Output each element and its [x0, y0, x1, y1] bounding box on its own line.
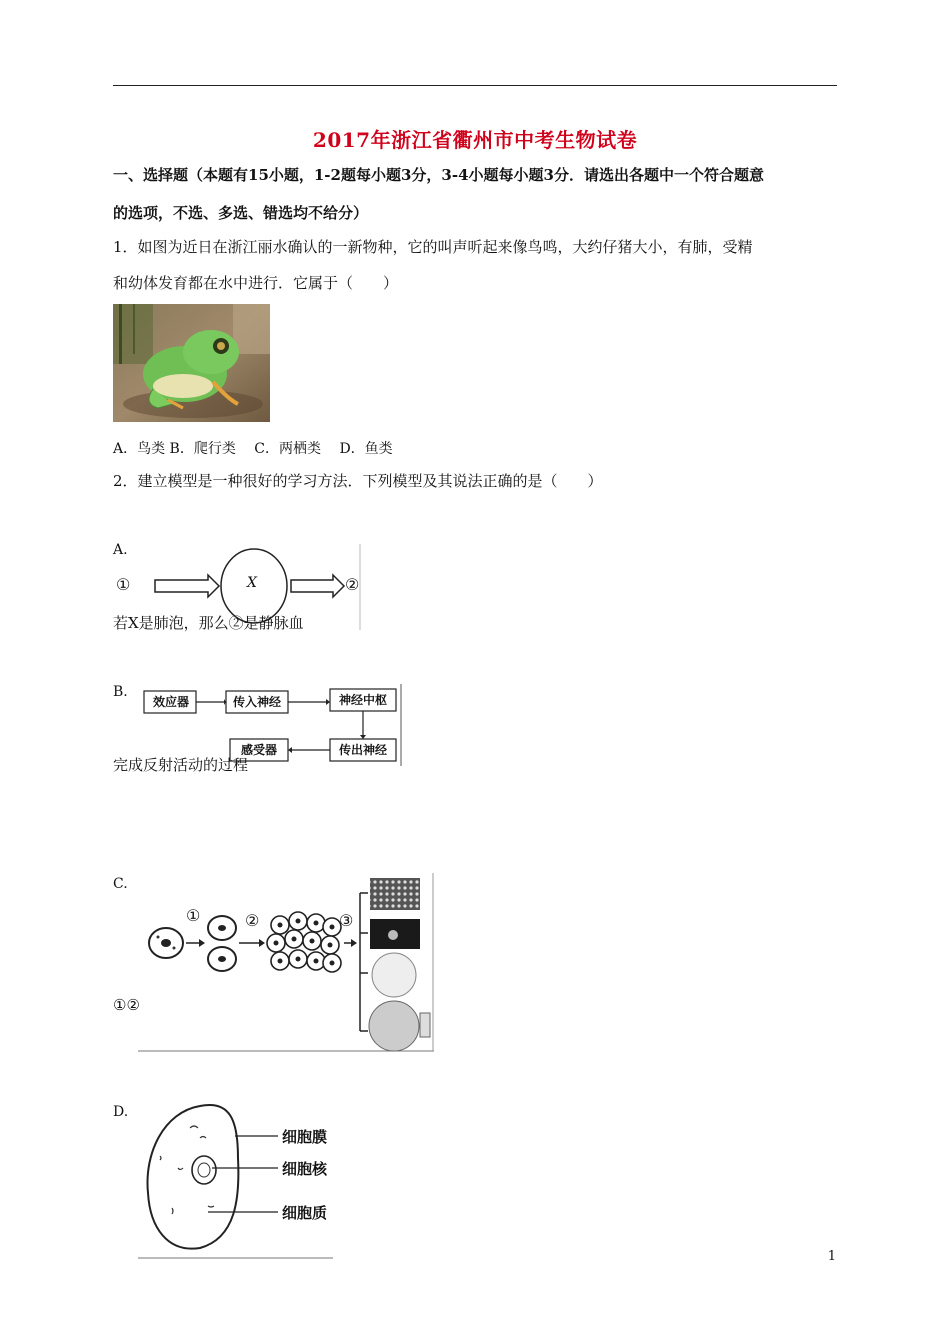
b-box-receptor: 感受器	[240, 743, 277, 757]
page-number: 1	[827, 1249, 836, 1264]
q1-options: A．鸟类 B．爬行类 C．两栖类 D．鱼类	[113, 441, 393, 457]
q1-stem-line2: 和幼体发育都在水中进行．它属于（ ）	[113, 274, 399, 292]
b-box-efferent: 传出神经	[338, 743, 387, 757]
section-heading-line1: 一、选择题（本题有15小题，1-2题每小题3分，3-4小题每小题3分．请选出各题中一个符合题意	[113, 166, 764, 184]
header-rule	[113, 85, 837, 86]
a-input-marker: ①	[116, 575, 131, 594]
d-label-membrane: 细胞膜	[282, 1128, 328, 1146]
a-center-x: X	[247, 575, 257, 591]
q2-option-a-label: A.	[113, 542, 128, 558]
b-box-effector: 效应器	[152, 695, 189, 709]
q1-stem-line1: 1．如图为近日在浙江丽水确认的一新物种，它的叫声听起来像鸟鸣，大约仔猪大小，有肺，受精	[113, 238, 753, 256]
b-box-afferent: 传入神经	[232, 695, 281, 709]
q2-option-d-label: D.	[113, 1104, 129, 1120]
q2-option-c-label: C.	[113, 876, 128, 892]
section-heading-line2: 的选项，不选、多选、错选均不给分）	[113, 204, 369, 222]
a-output-marker: ②	[345, 575, 360, 594]
q2-option-c-caption: ①②	[113, 996, 140, 1014]
b-box-center: 神经中枢	[338, 693, 387, 707]
frog-photo	[113, 304, 270, 422]
q2-option-c-figure	[138, 873, 434, 1053]
d-label-nucleus: 细胞核	[282, 1160, 328, 1178]
q2-option-b-caption: 完成反射活动的过程	[113, 756, 249, 774]
page-title: 2017年浙江省衢州市中考生物试卷	[312, 128, 638, 152]
q2-stem: 2．建立模型是一种很好的学习方法．下列模型及其说法正确的是（ ）	[113, 472, 603, 490]
c-step-2: ②	[245, 911, 260, 930]
d-label-cytoplasm: 细胞质	[282, 1204, 328, 1222]
q2-option-a-caption: 若X是肺泡，那么②是静脉血	[113, 614, 304, 632]
q2-option-b-label: B.	[113, 684, 128, 700]
c-step-3: ③	[339, 911, 354, 930]
q2-option-d-figure	[138, 1098, 338, 1260]
c-step-1: ①	[186, 906, 201, 925]
